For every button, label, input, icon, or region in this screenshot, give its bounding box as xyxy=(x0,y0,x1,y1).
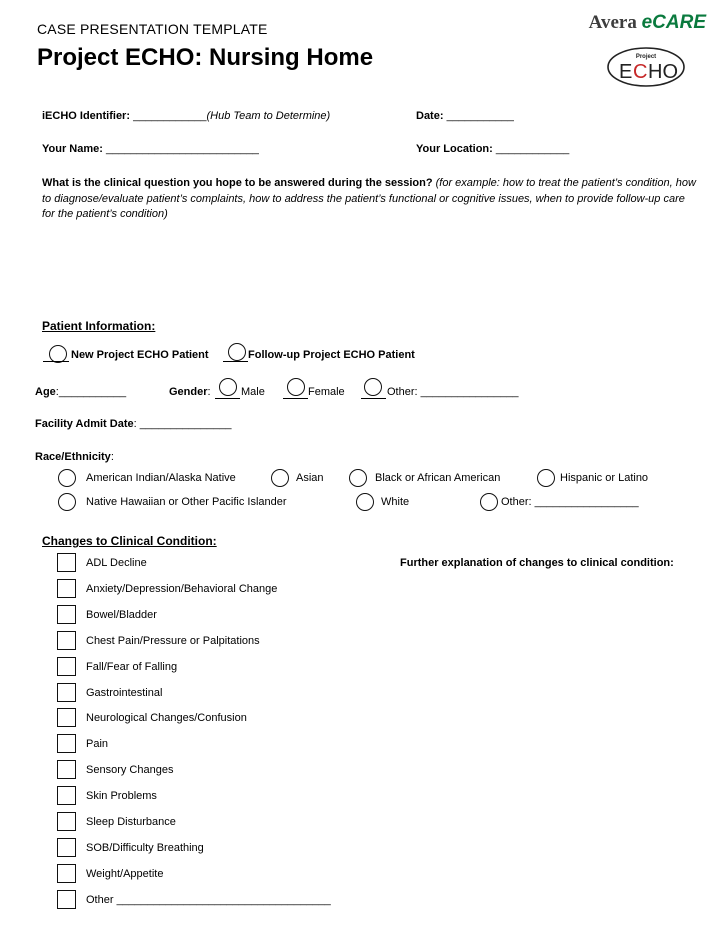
your-name-label: Your Name: xyxy=(42,143,103,155)
race-row xyxy=(35,451,114,463)
race-hispanic-radio[interactable] xyxy=(537,469,555,487)
condition-checkbox[interactable] xyxy=(57,734,76,753)
condition-label: Weight/Appetite xyxy=(86,868,164,880)
logo-project-text: Project xyxy=(635,54,657,60)
gender-other-underline xyxy=(361,387,386,399)
changes-heading: Changes to Clinical Condition: xyxy=(42,534,217,548)
race-native-hawaiian-radio[interactable] xyxy=(58,493,76,511)
clinical-question-example: (for example: how to treat the patient’s condition, how to diagnose/evaluate patient’s complaints, how to address the patient’s functional or cognitive issues, when to provide follow-up care for the patient’s condition) xyxy=(42,177,696,220)
condition-checkbox[interactable] xyxy=(57,708,76,727)
condition-label: Sleep Disturbance xyxy=(86,816,176,828)
project-echo-logo xyxy=(606,46,686,88)
your-name-field[interactable]: _________________________ xyxy=(105,143,259,155)
condition-label: Pain xyxy=(86,738,109,750)
clinical-question-prompt: What is the clinical question you hope to be answered during the session? xyxy=(42,177,433,189)
patient-information-heading: Patient Information: xyxy=(42,319,156,333)
avera-ecare-logo xyxy=(589,12,706,34)
gender-female-underline xyxy=(283,387,308,399)
gender-row xyxy=(169,386,211,398)
page-title: Project ECHO: Nursing Home xyxy=(37,44,374,71)
race-black-label: Black or African American xyxy=(375,472,501,484)
svg-text:C: C xyxy=(633,61,648,83)
race-other-field[interactable]: Other: _________________ xyxy=(501,496,639,508)
condition-checkbox[interactable] xyxy=(57,605,76,624)
echo-identifier-label: iECHO Identifier: xyxy=(42,110,131,122)
followup-patient-underline xyxy=(223,350,248,362)
condition-label: Skin Problems xyxy=(86,790,157,802)
condition-checkbox[interactable] xyxy=(57,786,76,805)
followup-patient-label: Follow-up Project ECHO Patient xyxy=(248,349,415,361)
new-patient-label: New Project ECHO Patient xyxy=(71,349,209,361)
condition-checkbox[interactable] xyxy=(57,579,76,598)
race-label: Race/Ethnicity xyxy=(35,451,111,463)
condition-label: ADL Decline xyxy=(86,557,147,569)
condition-checkbox[interactable] xyxy=(57,553,76,572)
gender-colon: : xyxy=(207,386,211,398)
svg-text:E: E xyxy=(619,61,633,83)
race-other-radio[interactable] xyxy=(480,493,498,511)
logo-ecare-text: eCARE xyxy=(641,12,706,33)
age-field[interactable]: :___________ xyxy=(55,386,127,398)
condition-checkbox[interactable] xyxy=(57,864,76,883)
condition-label: Anxiety/Depression/Behavioral Change xyxy=(86,583,278,595)
facility-admit-label: Facility Admit Date xyxy=(35,418,134,430)
condition-checkbox[interactable] xyxy=(57,683,76,702)
race-hispanic-label: Hispanic or Latino xyxy=(560,472,649,484)
race-american-indian-radio[interactable] xyxy=(58,469,76,487)
condition-label[interactable]: Other ___________________________________ xyxy=(86,894,331,906)
facility-admit-row xyxy=(35,418,232,430)
date-row xyxy=(416,110,514,122)
gender-label: Gender xyxy=(169,386,208,398)
race-colon: : xyxy=(110,451,114,463)
condition-label: Gastrointestinal xyxy=(86,687,163,699)
further-explanation-label: Further explanation of changes to clinical condition: xyxy=(400,557,674,569)
condition-checkbox[interactable] xyxy=(57,838,76,857)
condition-label: Neurological Changes/Confusion xyxy=(86,712,247,724)
gender-male-label: Male xyxy=(241,386,265,398)
facility-admit-field[interactable]: : _______________ xyxy=(133,418,232,430)
gender-male-underline xyxy=(215,387,240,399)
date-label: Date: xyxy=(416,110,444,122)
condition-label: Bowel/Bladder xyxy=(86,609,157,621)
condition-label: Chest Pain/Pressure or Palpitations xyxy=(86,635,260,647)
condition-label: SOB/Difficulty Breathing xyxy=(86,842,204,854)
svg-text:HO: HO xyxy=(648,61,678,83)
race-white-label: White xyxy=(381,496,410,508)
condition-checkbox[interactable] xyxy=(57,657,76,676)
your-location-row xyxy=(416,143,569,155)
template-label: CASE PRESENTATION TEMPLATE xyxy=(37,21,268,37)
condition-checkbox[interactable] xyxy=(57,760,76,779)
race-white-radio[interactable] xyxy=(356,493,374,511)
age-label: Age xyxy=(35,386,56,398)
gender-female-label: Female xyxy=(308,386,345,398)
clinical-question-text xyxy=(42,176,697,223)
new-patient-underline xyxy=(43,350,69,362)
echo-identifier-hint: (Hub Team to Determine) xyxy=(206,110,331,122)
condition-checkbox[interactable] xyxy=(57,812,76,831)
race-asian-radio[interactable] xyxy=(271,469,289,487)
your-location-label: Your Location: xyxy=(416,143,493,155)
your-location-field[interactable]: ____________ xyxy=(495,143,570,155)
condition-label: Sensory Changes xyxy=(86,764,174,776)
your-name-row xyxy=(42,143,259,155)
logo-avera-text: Avera xyxy=(588,12,637,33)
condition-label: Fall/Fear of Falling xyxy=(86,661,178,673)
gender-other-field[interactable]: Other: ________________ xyxy=(387,386,519,398)
date-field[interactable]: ___________ xyxy=(446,110,514,122)
race-asian-label: Asian xyxy=(296,472,324,484)
echo-identifier-row xyxy=(42,110,330,122)
race-black-radio[interactable] xyxy=(349,469,367,487)
age-row xyxy=(35,386,126,398)
condition-checkbox[interactable] xyxy=(57,631,76,650)
condition-checkbox[interactable] xyxy=(57,890,76,909)
race-american-indian-label: American Indian/Alaska Native xyxy=(86,472,236,484)
echo-identifier-field[interactable]: ____________ xyxy=(133,110,207,122)
race-native-hawaiian-label: Native Hawaiian or Other Pacific Islander xyxy=(86,496,287,508)
